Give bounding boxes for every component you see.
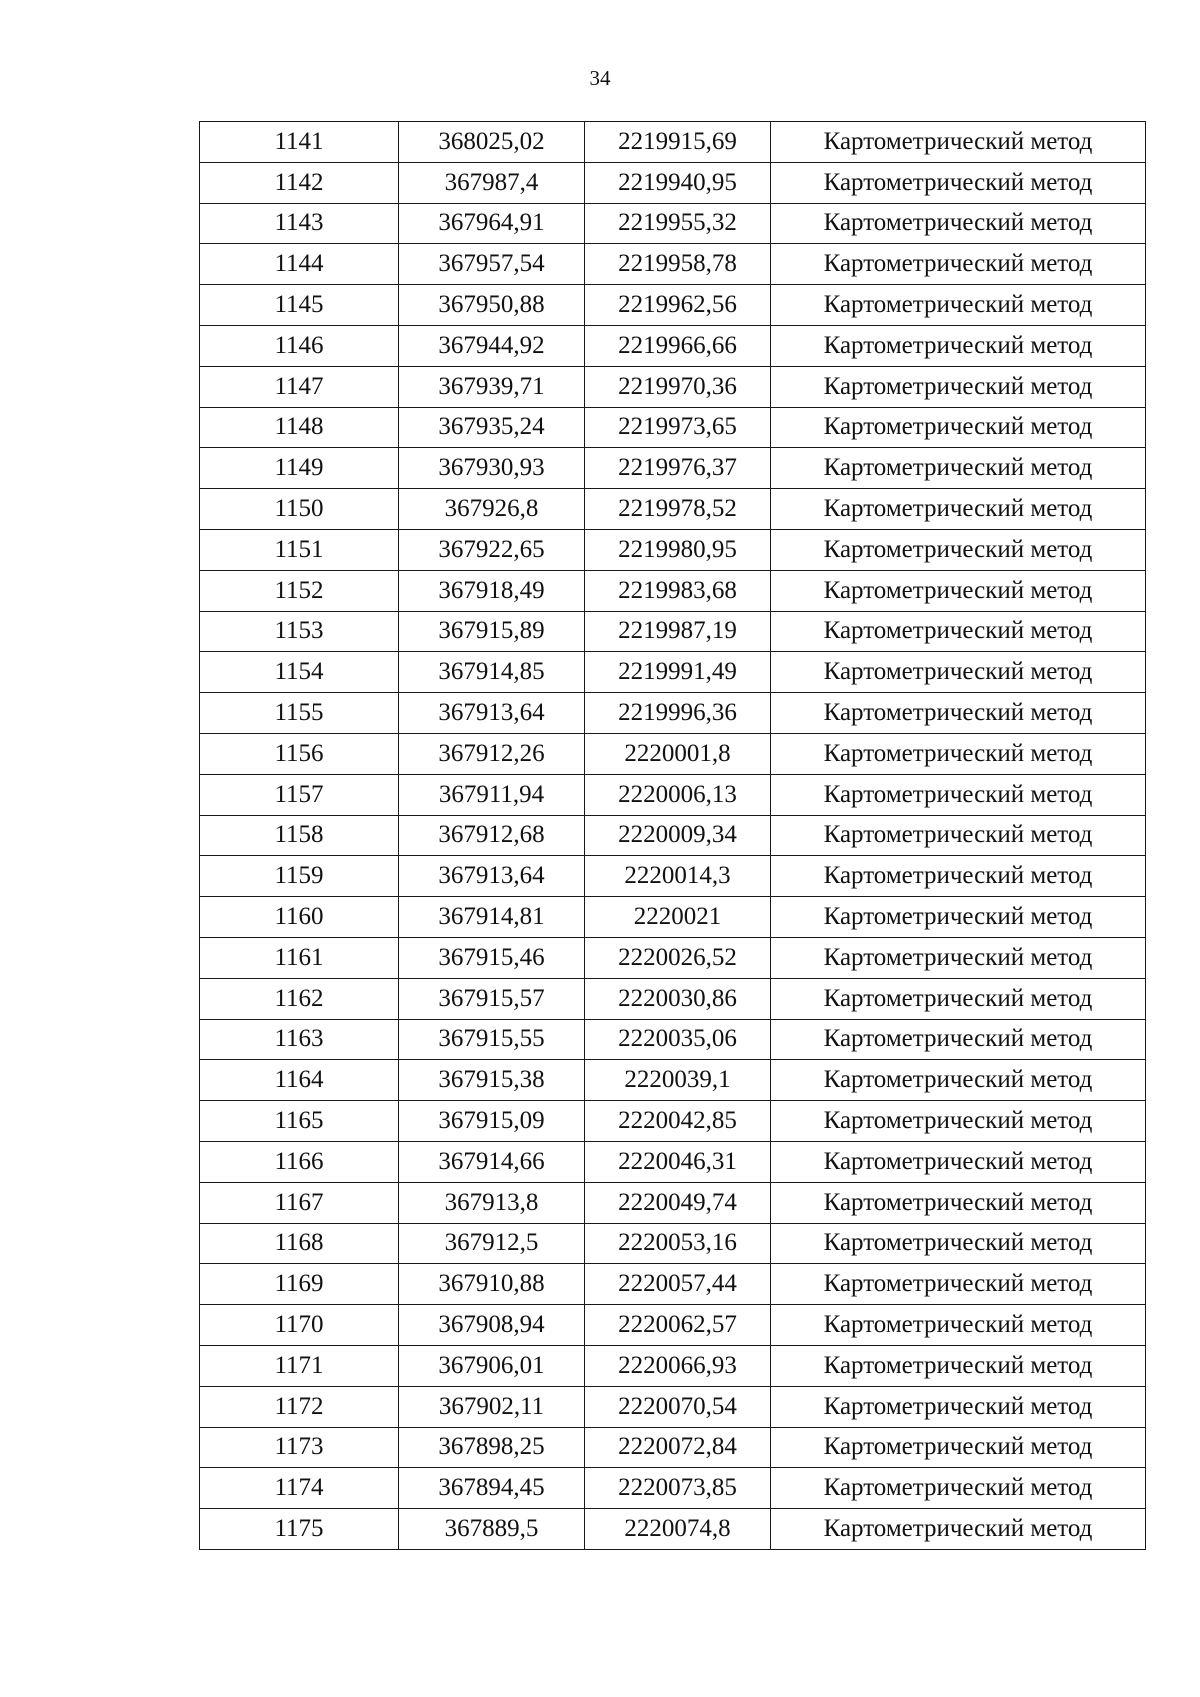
x-coordinate-cell: 367910,88 xyxy=(399,1264,585,1305)
x-coordinate-cell: 367926,8 xyxy=(399,489,585,530)
y-coordinate-cell: 2219958,78 xyxy=(585,244,771,285)
point-number-cell: 1158 xyxy=(200,815,399,856)
table-row xyxy=(200,1264,1146,1305)
y-coordinate-cell: 2220030,86 xyxy=(585,978,771,1019)
x-coordinate-cell: 367913,8 xyxy=(399,1182,585,1223)
x-coordinate-cell: 367912,5 xyxy=(399,1223,585,1264)
method-cell: Картометрический метод xyxy=(771,1468,1146,1509)
y-coordinate-cell: 2220062,57 xyxy=(585,1305,771,1346)
table-row xyxy=(200,1386,1146,1427)
table-row xyxy=(200,529,1146,570)
x-coordinate-cell: 367930,93 xyxy=(399,448,585,489)
point-number-cell: 1156 xyxy=(200,733,399,774)
x-coordinate-cell: 367987,4 xyxy=(399,162,585,203)
point-number-cell: 1148 xyxy=(200,407,399,448)
method-cell: Картометрический метод xyxy=(771,774,1146,815)
point-number-cell: 1168 xyxy=(200,1223,399,1264)
table-row xyxy=(200,448,1146,489)
point-number-cell: 1142 xyxy=(200,162,399,203)
y-coordinate-cell: 2219970,36 xyxy=(585,366,771,407)
x-coordinate-cell: 367939,71 xyxy=(399,366,585,407)
x-coordinate-cell: 367915,46 xyxy=(399,937,585,978)
table-row xyxy=(200,1141,1146,1182)
x-coordinate-cell: 367915,57 xyxy=(399,978,585,1019)
table-row xyxy=(200,1509,1146,1550)
method-cell: Картометрический метод xyxy=(771,448,1146,489)
y-coordinate-cell: 2220066,93 xyxy=(585,1345,771,1386)
y-coordinate-cell: 2220046,31 xyxy=(585,1141,771,1182)
y-coordinate-cell: 2220035,06 xyxy=(585,1019,771,1060)
point-number-cell: 1141 xyxy=(200,122,399,163)
method-cell: Картометрический метод xyxy=(771,366,1146,407)
point-number-cell: 1170 xyxy=(200,1305,399,1346)
table-row xyxy=(200,937,1146,978)
x-coordinate-cell: 367915,09 xyxy=(399,1101,585,1142)
point-number-cell: 1167 xyxy=(200,1182,399,1223)
x-coordinate-cell: 367912,68 xyxy=(399,815,585,856)
method-cell: Картометрический метод xyxy=(771,1427,1146,1468)
y-coordinate-cell: 2220049,74 xyxy=(585,1182,771,1223)
x-coordinate-cell: 367906,01 xyxy=(399,1345,585,1386)
table-row xyxy=(200,1345,1146,1386)
method-cell: Картометрический метод xyxy=(771,1060,1146,1101)
point-number-cell: 1155 xyxy=(200,693,399,734)
y-coordinate-cell: 2219966,66 xyxy=(585,325,771,366)
table-row xyxy=(200,815,1146,856)
method-cell: Картометрический метод xyxy=(771,407,1146,448)
method-cell: Картометрический метод xyxy=(771,1264,1146,1305)
point-number-cell: 1153 xyxy=(200,611,399,652)
x-coordinate-cell: 367914,81 xyxy=(399,897,585,938)
y-coordinate-cell: 2220039,1 xyxy=(585,1060,771,1101)
y-coordinate-cell: 2220042,85 xyxy=(585,1101,771,1142)
table-row xyxy=(200,978,1146,1019)
y-coordinate-cell: 2220021 xyxy=(585,897,771,938)
point-number-cell: 1166 xyxy=(200,1141,399,1182)
table-row xyxy=(200,1060,1146,1101)
table-row xyxy=(200,856,1146,897)
table-row xyxy=(200,162,1146,203)
point-number-cell: 1160 xyxy=(200,897,399,938)
x-coordinate-cell: 367935,24 xyxy=(399,407,585,448)
method-cell: Картометрический метод xyxy=(771,285,1146,326)
x-coordinate-cell: 367902,11 xyxy=(399,1386,585,1427)
table-row xyxy=(200,570,1146,611)
point-number-cell: 1174 xyxy=(200,1468,399,1509)
point-number-cell: 1172 xyxy=(200,1386,399,1427)
point-number-cell: 1150 xyxy=(200,489,399,530)
method-cell: Картометрический метод xyxy=(771,937,1146,978)
point-number-cell: 1173 xyxy=(200,1427,399,1468)
method-cell: Картометрический метод xyxy=(771,856,1146,897)
point-number-cell: 1164 xyxy=(200,1060,399,1101)
table-row xyxy=(200,693,1146,734)
method-cell: Картометрический метод xyxy=(771,815,1146,856)
y-coordinate-cell: 2220026,52 xyxy=(585,937,771,978)
method-cell: Картометрический метод xyxy=(771,203,1146,244)
x-coordinate-cell: 367908,94 xyxy=(399,1305,585,1346)
x-coordinate-cell: 367914,66 xyxy=(399,1141,585,1182)
point-number-cell: 1154 xyxy=(200,652,399,693)
y-coordinate-cell: 2220006,13 xyxy=(585,774,771,815)
y-coordinate-cell: 2219973,65 xyxy=(585,407,771,448)
point-number-cell: 1149 xyxy=(200,448,399,489)
point-number-cell: 1171 xyxy=(200,1345,399,1386)
x-coordinate-cell: 367944,92 xyxy=(399,325,585,366)
x-coordinate-cell: 367915,38 xyxy=(399,1060,585,1101)
method-cell: Картометрический метод xyxy=(771,325,1146,366)
table-row xyxy=(200,652,1146,693)
method-cell: Картометрический метод xyxy=(771,529,1146,570)
coordinates-table xyxy=(199,121,1146,1550)
x-coordinate-cell: 368025,02 xyxy=(399,122,585,163)
x-coordinate-cell: 367913,64 xyxy=(399,693,585,734)
method-cell: Картометрический метод xyxy=(771,897,1146,938)
table-row xyxy=(200,244,1146,285)
point-number-cell: 1143 xyxy=(200,203,399,244)
table-row xyxy=(200,122,1146,163)
point-number-cell: 1152 xyxy=(200,570,399,611)
y-coordinate-cell: 2220072,84 xyxy=(585,1427,771,1468)
y-coordinate-cell: 2219976,37 xyxy=(585,448,771,489)
method-cell: Картометрический метод xyxy=(771,652,1146,693)
table-row xyxy=(200,325,1146,366)
y-coordinate-cell: 2220053,16 xyxy=(585,1223,771,1264)
table-row xyxy=(200,611,1146,652)
table-row xyxy=(200,1305,1146,1346)
point-number-cell: 1144 xyxy=(200,244,399,285)
table-row xyxy=(200,1468,1146,1509)
y-coordinate-cell: 2219978,52 xyxy=(585,489,771,530)
table-row xyxy=(200,1182,1146,1223)
y-coordinate-cell: 2219915,69 xyxy=(585,122,771,163)
point-number-cell: 1147 xyxy=(200,366,399,407)
x-coordinate-cell: 367914,85 xyxy=(399,652,585,693)
method-cell: Картометрический метод xyxy=(771,693,1146,734)
table-row xyxy=(200,733,1146,774)
point-number-cell: 1175 xyxy=(200,1509,399,1550)
point-number-cell: 1161 xyxy=(200,937,399,978)
method-cell: Картометрический метод xyxy=(771,1223,1146,1264)
point-number-cell: 1163 xyxy=(200,1019,399,1060)
point-number-cell: 1151 xyxy=(200,529,399,570)
method-cell: Картометрический метод xyxy=(771,122,1146,163)
method-cell: Картометрический метод xyxy=(771,611,1146,652)
table-row xyxy=(200,1101,1146,1142)
y-coordinate-cell: 2220014,3 xyxy=(585,856,771,897)
table-row xyxy=(200,407,1146,448)
y-coordinate-cell: 2219983,68 xyxy=(585,570,771,611)
table-row xyxy=(200,489,1146,530)
point-number-cell: 1159 xyxy=(200,856,399,897)
x-coordinate-cell: 367889,5 xyxy=(399,1509,585,1550)
y-coordinate-cell: 2219962,56 xyxy=(585,285,771,326)
method-cell: Картометрический метод xyxy=(771,1019,1146,1060)
x-coordinate-cell: 367922,65 xyxy=(399,529,585,570)
method-cell: Картометрический метод xyxy=(771,1305,1146,1346)
point-number-cell: 1169 xyxy=(200,1264,399,1305)
y-coordinate-cell: 2219987,19 xyxy=(585,611,771,652)
point-number-cell: 1157 xyxy=(200,774,399,815)
y-coordinate-cell: 2220001,8 xyxy=(585,733,771,774)
method-cell: Картометрический метод xyxy=(771,1141,1146,1182)
table-row xyxy=(200,203,1146,244)
point-number-cell: 1145 xyxy=(200,285,399,326)
method-cell: Картометрический метод xyxy=(771,1345,1146,1386)
x-coordinate-cell: 367957,54 xyxy=(399,244,585,285)
point-number-cell: 1165 xyxy=(200,1101,399,1142)
method-cell: Картометрический метод xyxy=(771,570,1146,611)
table-row xyxy=(200,1223,1146,1264)
y-coordinate-cell: 2219991,49 xyxy=(585,652,771,693)
method-cell: Картометрический метод xyxy=(771,1509,1146,1550)
method-cell: Картометрический метод xyxy=(771,244,1146,285)
method-cell: Картометрический метод xyxy=(771,1101,1146,1142)
point-number-cell: 1146 xyxy=(200,325,399,366)
x-coordinate-cell: 367950,88 xyxy=(399,285,585,326)
y-coordinate-cell: 2220074,8 xyxy=(585,1509,771,1550)
y-coordinate-cell: 2219980,95 xyxy=(585,529,771,570)
y-coordinate-cell: 2219940,95 xyxy=(585,162,771,203)
table-row xyxy=(200,774,1146,815)
x-coordinate-cell: 367915,89 xyxy=(399,611,585,652)
method-cell: Картометрический метод xyxy=(771,733,1146,774)
x-coordinate-cell: 367894,45 xyxy=(399,1468,585,1509)
method-cell: Картометрический метод xyxy=(771,1386,1146,1427)
x-coordinate-cell: 367918,49 xyxy=(399,570,585,611)
method-cell: Картометрический метод xyxy=(771,162,1146,203)
table-row xyxy=(200,1019,1146,1060)
point-number-cell: 1162 xyxy=(200,978,399,1019)
x-coordinate-cell: 367964,91 xyxy=(399,203,585,244)
y-coordinate-cell: 2219996,36 xyxy=(585,693,771,734)
x-coordinate-cell: 367912,26 xyxy=(399,733,585,774)
y-coordinate-cell: 2220009,34 xyxy=(585,815,771,856)
x-coordinate-cell: 367911,94 xyxy=(399,774,585,815)
x-coordinate-cell: 367915,55 xyxy=(399,1019,585,1060)
table-row xyxy=(200,897,1146,938)
x-coordinate-cell: 367898,25 xyxy=(399,1427,585,1468)
x-coordinate-cell: 367913,64 xyxy=(399,856,585,897)
method-cell: Картометрический метод xyxy=(771,978,1146,1019)
y-coordinate-cell: 2220073,85 xyxy=(585,1468,771,1509)
y-coordinate-cell: 2220057,44 xyxy=(585,1264,771,1305)
y-coordinate-cell: 2220070,54 xyxy=(585,1386,771,1427)
table-row xyxy=(200,1427,1146,1468)
page-number: 34 xyxy=(589,66,611,90)
table-body xyxy=(200,122,1146,1550)
method-cell: Картометрический метод xyxy=(771,1182,1146,1223)
table-row xyxy=(200,366,1146,407)
table-row xyxy=(200,285,1146,326)
method-cell: Картометрический метод xyxy=(771,489,1146,530)
y-coordinate-cell: 2219955,32 xyxy=(585,203,771,244)
